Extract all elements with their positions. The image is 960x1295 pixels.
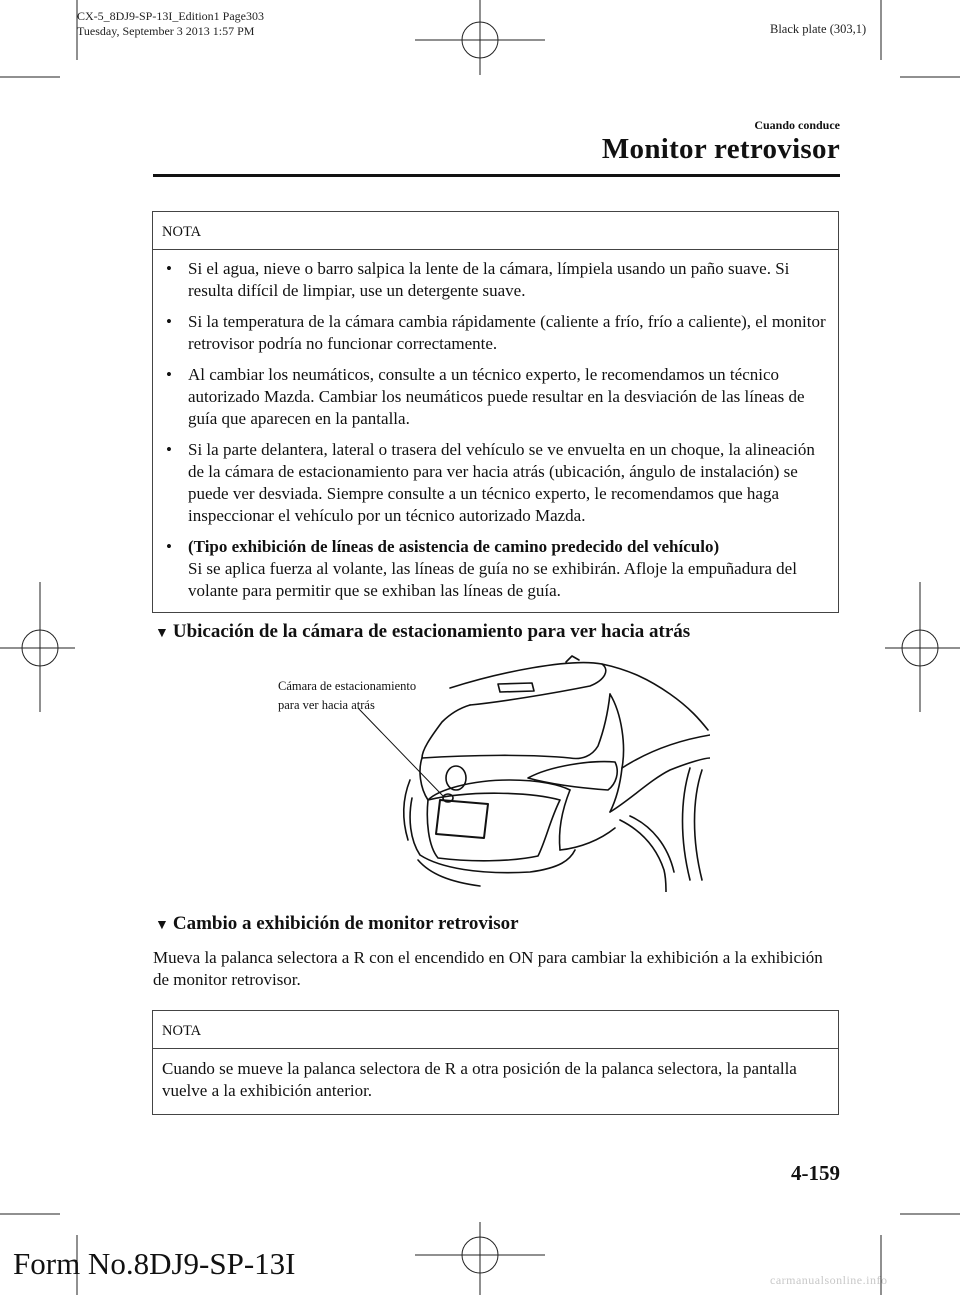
- print-meta-line2: Tuesday, September 3 2013 1:57 PM: [77, 24, 255, 38]
- note-heading: NOTA: [153, 1011, 838, 1049]
- section-heading-text: Cambio a exhibición de monitor retrovisor: [172, 913, 519, 934]
- list-item: [162, 536, 828, 602]
- list-item: [162, 258, 828, 302]
- list-item-text: Si la temperatura de la cámara cambia rápidamente (caliente a frío, frío a caliente), el monitor retrovisor podría no funcionar correctamente.: [188, 312, 826, 353]
- watermark: carmanualsonline.info: [770, 1273, 888, 1287]
- callout-line-2: para ver hacia atrás: [278, 698, 375, 712]
- bullet-icon: •: [166, 259, 172, 278]
- note-body: [153, 250, 838, 612]
- note-body: Cuando se mueve la palanca selectora de R a otra posición de la palanca selectora, la pantalla vuelve a la exhibición anterior.: [162, 1059, 797, 1100]
- bullet-icon: •: [166, 365, 172, 384]
- bullet-icon: •: [166, 537, 172, 556]
- triangle-down-icon: ▼: [155, 626, 169, 641]
- title-rule: [153, 174, 840, 177]
- print-metadata: [77, 9, 264, 39]
- page-title: Monitor retrovisor: [601, 133, 840, 165]
- triangle-down-icon: ▼: [155, 918, 169, 933]
- section-heading-camera: [155, 621, 690, 643]
- plate-label: Black plate (303,1): [770, 22, 867, 36]
- list-item-text: Si se aplica fuerza al volante, las líneas de guía no se exhibirán. Afloje la empuñadura del volante para permitir que se exhiban las líneas de guía.: [188, 559, 797, 600]
- section-heading-text: Ubicación de la cámara de estacionamiento para ver hacia atrás: [172, 621, 691, 642]
- list-item: [162, 439, 828, 527]
- list-item-title: (Tipo exhibición de líneas de asistencia de camino predecido del vehículo): [188, 537, 720, 556]
- form-number: Form No.8DJ9-SP-13I: [13, 1246, 296, 1281]
- note-box-1: [152, 211, 839, 613]
- page-number: 4-159: [791, 1161, 840, 1185]
- bullet-icon: •: [166, 312, 172, 331]
- change-paragraph: Mueva la palanca selectora a R con el encendido en ON para cambiar la exhibición a la exhibición de monitor retrovisor.: [153, 948, 823, 989]
- list-item-text: Al cambiar los neumáticos, consulte a un técnico experto, le recomendamos un técnico autorizado Mazda. Cambiar los neumáticos puede resultar en la desviación de las líneas de guía que aparecen en la pantalla.: [188, 365, 805, 428]
- camera-callout: [278, 677, 416, 715]
- section-label: Cuando conduce: [754, 118, 840, 132]
- callout-line-1: Cámara de estacionamiento: [278, 679, 417, 693]
- list-item: [162, 364, 828, 430]
- section-heading-change: [155, 913, 519, 935]
- print-meta-line1: CX-5_8DJ9-SP-13I_Edition1 Page303: [77, 9, 264, 23]
- note-box-2: [152, 1010, 839, 1115]
- list-item-text: Si el agua, nieve o barro salpica la lente de la cámara, límpiela usando un paño suave. Si resulta difícil de limpiar, use un detergente suave.: [188, 259, 790, 300]
- bullet-icon: •: [166, 440, 172, 459]
- list-item: [162, 311, 828, 355]
- note-heading: NOTA: [153, 212, 838, 250]
- list-item-text: Si la parte delantera, lateral o trasera del vehículo se ve envuelta en un choque, la alineación de la cámara de estacionamiento para ver hacia atrás (ubicación, ángulo de instalación) se puede ver desviada. Siempre consulte a un técnico experto, le recomendamos que haga inspeccionar el vehículo por un técnico autorizado Mazda.: [188, 440, 815, 525]
